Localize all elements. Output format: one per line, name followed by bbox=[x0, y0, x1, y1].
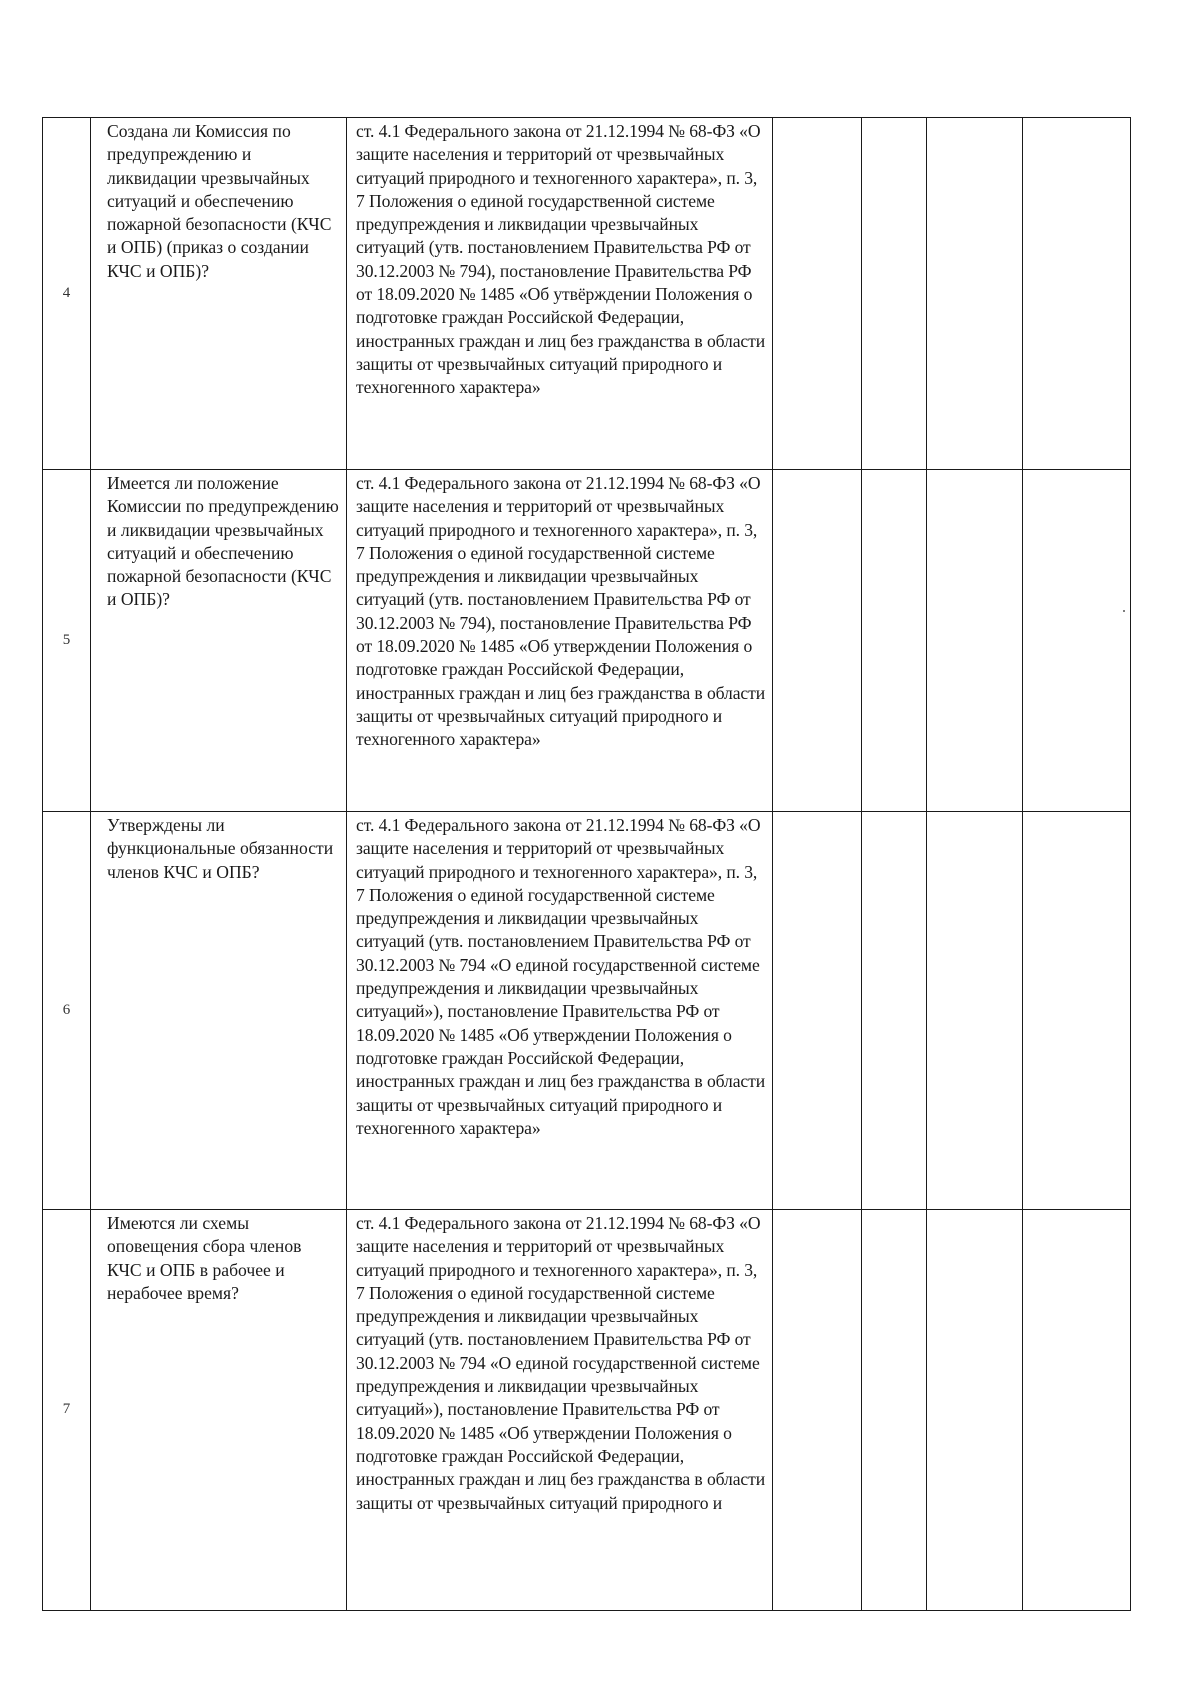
question-cell bbox=[91, 470, 347, 812]
note-cell[interactable] bbox=[1023, 812, 1131, 1210]
reference-cell bbox=[347, 812, 773, 1210]
answer-cell-yes[interactable] bbox=[773, 812, 862, 1210]
reference-text: ст. 4.1 Федерального закона от 21.12.1994 № 68-ФЗ «О защите населения и территорий от чрезвычайных ситуаций природного и техногенного характера», п. 3, 7 Положения о единой государственной системе предупреждения и ликвидации чрезвычайных ситуаций (утв. постановлением Правительства РФ от 30.12.2003 № 794 «О единой государственной системе предупреждения и ликвидации чрезвычайных ситуаций»), постановление Правительства РФ от 18.09.2020 № 1485 «Об утверждении Положения о подготовке граждан Российской Федерации, иностранных граждан и лиц без гражданства в области защиты от чрезвычайных ситуаций природного и bbox=[356, 1213, 766, 1513]
answer-cell-na[interactable] bbox=[927, 470, 1023, 812]
row-number: 6 bbox=[43, 812, 91, 1210]
answer-cell-no[interactable] bbox=[862, 812, 927, 1210]
question-cell bbox=[91, 118, 347, 470]
answer-cell-no[interactable] bbox=[862, 470, 927, 812]
reference-text: ст. 4.1 Федерального закона от 21.12.1994 № 68-ФЗ «О защите населения и территорий от чрезвычайных ситуаций природного и техногенного характера», п. 3, 7 Положения о единой государственной системе предупреждения и ликвидации чрезвычайных ситуаций (утв. постановлением Правительства РФ от 30.12.2003 № 794), постановление Правительства РФ от 18.09.2020 № 1485 «Об утверждении Положения о подготовке граждан Российской Федерации, иностранных граждан и лиц без гражданства в области защиты от чрезвычайных ситуаций природного и техногенного характера» bbox=[356, 473, 766, 750]
scan-speck bbox=[1123, 610, 1125, 612]
question-text: Создана ли Комиссия по предупреждению и ликвидации чрезвычайных ситуаций и обеспечению пожарной безопасности (КЧС и ОПБ) (приказ о создании КЧС и ОПБ)? bbox=[107, 121, 332, 281]
reference-cell bbox=[347, 118, 773, 470]
table-row bbox=[43, 812, 1131, 1210]
table-row bbox=[43, 118, 1131, 470]
answer-cell-yes[interactable] bbox=[773, 1210, 862, 1611]
question-cell bbox=[91, 812, 347, 1210]
note-cell[interactable] bbox=[1023, 1210, 1131, 1611]
answer-cell-no[interactable] bbox=[862, 118, 927, 470]
answer-cell-na[interactable] bbox=[927, 118, 1023, 470]
question-text: Имеются ли схемы оповещения сбора членов КЧС и ОПБ в рабочее и нерабочее время? bbox=[107, 1213, 302, 1303]
question-text: Утверждены ли функциональные обязанности членов КЧС и ОПБ? bbox=[107, 815, 334, 882]
note-cell[interactable] bbox=[1023, 470, 1131, 812]
reference-text: ст. 4.1 Федерального закона от 21.12.1994 № 68-ФЗ «О защите населения и территорий от чрезвычайных ситуаций природного и техногенного характера», п. 3, 7 Положения о единой государственной системе предупреждения и ликвидации чрезвычайных ситуаций (утв. постановлением Правительства РФ от 30.12.2003 № 794 «О единой государственной системе предупреждения и ликвидации чрезвычайных ситуаций»), постановление Правительства РФ от 18.09.2020 № 1485 «Об утверждении Положения о подготовке граждан Российской Федерации, иностранных граждан и лиц без гражданства в области защиты от чрезвычайных ситуаций природного и техногенного характера» bbox=[356, 815, 766, 1138]
answer-cell-yes[interactable] bbox=[773, 470, 862, 812]
row-number: 5 bbox=[43, 470, 91, 812]
answer-cell-yes[interactable] bbox=[773, 118, 862, 470]
reference-cell bbox=[347, 1210, 773, 1611]
row-number: 4 bbox=[43, 118, 91, 470]
question-text: Имеется ли положение Комиссии по предупреждению и ликвидации чрезвычайных ситуаций и обеспечению пожарной безопасности (КЧС и ОПБ)? bbox=[107, 473, 339, 610]
reference-text: ст. 4.1 Федерального закона от 21.12.1994 № 68-ФЗ «О защите населения и территорий от чрезвычайных ситуаций природного и техногенного характера», п. 3, 7 Положения о единой государственной системе предупреждения и ликвидации чрезвычайных ситуаций (утв. постановлением Правительства РФ от 30.12.2003 № 794), постановление Правительства РФ от 18.09.2020 № 1485 «Об утвёрждении Положения о подготовке граждан Российской Федерации, иностранных граждан и лиц без гражданства в области защиты от чрезвычайных ситуаций природного и техногенного характера» bbox=[356, 121, 766, 398]
answer-cell-no[interactable] bbox=[862, 1210, 927, 1611]
table-row bbox=[43, 1210, 1131, 1611]
table-row bbox=[43, 470, 1131, 812]
answer-cell-na[interactable] bbox=[927, 812, 1023, 1210]
row-number: 7 bbox=[43, 1210, 91, 1611]
checklist-table bbox=[42, 117, 1131, 1611]
note-cell[interactable] bbox=[1023, 118, 1131, 470]
reference-cell bbox=[347, 470, 773, 812]
answer-cell-na[interactable] bbox=[927, 1210, 1023, 1611]
question-cell bbox=[91, 1210, 347, 1611]
